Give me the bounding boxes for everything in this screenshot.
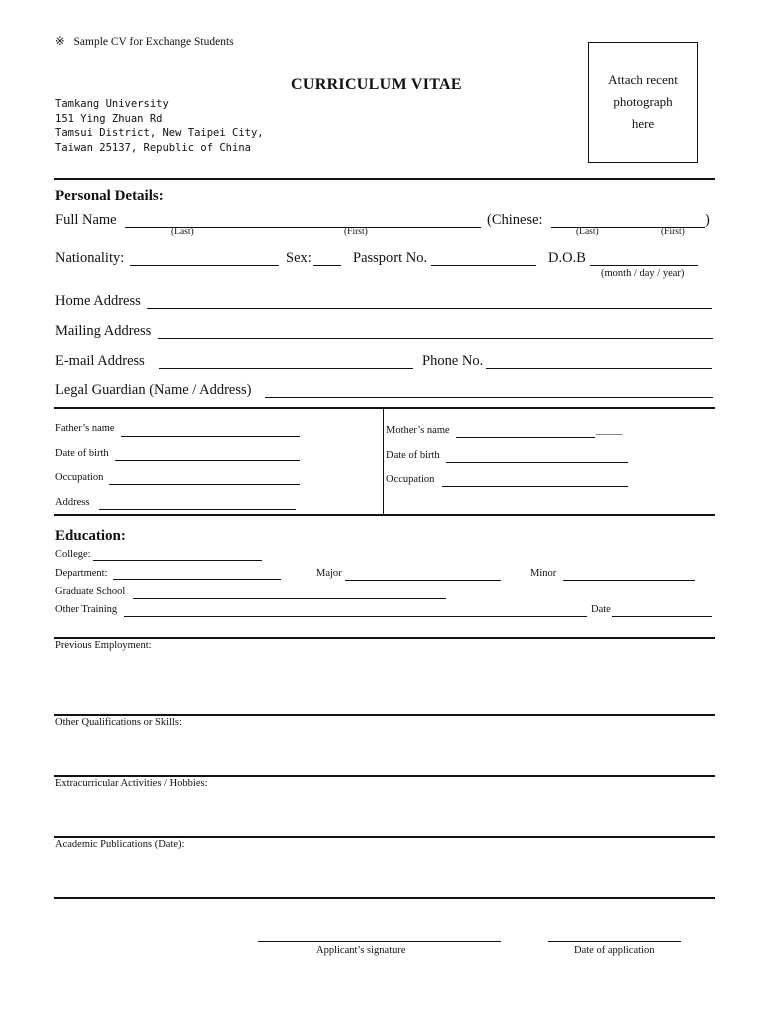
chinese-last-hint: (Last): [576, 227, 599, 237]
previous-employment-label: Previous Employment:: [55, 640, 152, 651]
section-divider: [54, 178, 715, 180]
dob-format-hint: (month / day / year): [601, 268, 685, 279]
mother-dob-label: Date of birth: [386, 450, 440, 461]
phone-label: Phone No.: [422, 353, 484, 369]
minor-field[interactable]: [563, 566, 695, 581]
photo-box[interactable]: [588, 42, 698, 163]
mailing-address-field[interactable]: [158, 324, 713, 339]
address-line: Tamkang University: [55, 98, 169, 110]
sex-field[interactable]: [313, 251, 341, 266]
section-divider: [54, 514, 715, 516]
section-divider: [54, 836, 715, 838]
phone-field[interactable]: [486, 354, 712, 369]
email-label: E-mail Address: [55, 353, 145, 369]
father-address-label: Address: [55, 497, 90, 508]
father-name-label: Father’s name: [55, 423, 115, 434]
nationality-label: Nationality:: [55, 250, 125, 266]
extracurricular-area[interactable]: [54, 792, 715, 834]
guardian-field[interactable]: [265, 383, 713, 398]
department-field[interactable]: [113, 565, 281, 580]
other-qualifications-label: Other Qualifications or Skills:: [55, 717, 182, 728]
section-divider: [54, 775, 715, 777]
section-divider: [54, 407, 715, 409]
photo-box-line: photograph: [613, 94, 673, 109]
reference-mark-icon: ※: [55, 36, 65, 48]
chinese-name-label: (Chinese:: [487, 212, 543, 228]
page-title: CURRICULUM VITAE: [291, 76, 462, 93]
education-heading: Education:: [55, 528, 126, 544]
publications-label: Academic Publications (Date):: [55, 839, 185, 850]
father-occupation-field[interactable]: [109, 470, 300, 485]
graduate-school-field[interactable]: [133, 584, 446, 599]
major-field[interactable]: [345, 566, 501, 581]
home-address-field[interactable]: [147, 294, 712, 309]
signature-field[interactable]: [258, 927, 501, 942]
minor-label: Minor: [530, 568, 557, 579]
mother-dob-field[interactable]: [446, 448, 628, 463]
extracurricular-label: Extracurricular Activities / Hobbies:: [55, 778, 208, 789]
major-label: Major: [316, 568, 342, 579]
dob-field[interactable]: [590, 251, 698, 266]
training-date-label: Date: [591, 604, 611, 615]
first-name-hint: (First): [344, 227, 368, 237]
graduate-school-label: Graduate School: [55, 586, 126, 597]
chinese-first-hint: (First): [661, 227, 685, 237]
college-label: College:: [55, 549, 91, 560]
photo-box-line: Attach recent: [608, 72, 678, 87]
passport-field[interactable]: [431, 251, 536, 266]
mother-name-field[interactable]: [456, 423, 595, 438]
mother-name-label: Mother’s name: [386, 425, 450, 436]
email-field[interactable]: [159, 354, 413, 369]
section-divider: [54, 714, 715, 716]
department-label: Department:: [55, 568, 108, 579]
mailing-address-label: Mailing Address: [55, 323, 152, 339]
full-name-label: Full Name: [55, 212, 117, 228]
mother-occupation-field[interactable]: [442, 472, 628, 487]
sex-label: Sex:: [286, 250, 312, 266]
other-training-label: Other Training: [55, 604, 118, 615]
dob-label: D.O.B: [548, 250, 586, 266]
guardian-label: Legal Guardian (Name / Address): [55, 382, 252, 398]
training-date-field[interactable]: [612, 602, 712, 617]
chinese-name-field[interactable]: [551, 213, 705, 228]
father-occupation-label: Occupation: [55, 472, 104, 483]
college-field[interactable]: [93, 546, 262, 561]
section-divider: [54, 637, 715, 639]
mother-name-tail: _____: [596, 425, 623, 436]
application-date-label: Date of application: [574, 945, 655, 956]
personal-details-heading: Personal Details:: [55, 188, 164, 204]
last-name-hint: (Last): [171, 227, 194, 237]
father-name-field[interactable]: [121, 422, 300, 437]
photo-box-line: here: [631, 116, 655, 131]
father-dob-label: Date of birth: [55, 448, 109, 459]
other-training-field[interactable]: [124, 602, 587, 617]
address-line: Tamsui District, New Taipei City,: [55, 127, 264, 140]
address-line: 151 Ying Zhuan Rd: [55, 112, 163, 125]
other-qualifications-area[interactable]: [54, 731, 715, 773]
full-name-field[interactable]: [125, 213, 481, 228]
sample-cv-label: Sample CV for Exchange Students: [73, 36, 234, 48]
signature-label: Applicant’s signature: [316, 945, 406, 956]
father-address-field[interactable]: [99, 495, 296, 510]
father-dob-field[interactable]: [115, 446, 300, 461]
mother-occupation-label: Occupation: [386, 474, 435, 485]
address-line: Taiwan 25137, Republic of China: [55, 142, 251, 155]
university-address: [55, 97, 264, 156]
home-address-label: Home Address: [55, 293, 141, 309]
sample-cv-note: [55, 34, 234, 48]
section-divider: [54, 897, 715, 899]
passport-label: Passport No.: [353, 250, 428, 266]
application-date-field[interactable]: [548, 927, 681, 942]
chinese-close-paren: ): [705, 212, 710, 228]
column-divider: [383, 408, 384, 514]
publications-area[interactable]: [54, 853, 715, 895]
nationality-field[interactable]: [130, 251, 279, 266]
previous-employment-area[interactable]: [54, 654, 715, 712]
